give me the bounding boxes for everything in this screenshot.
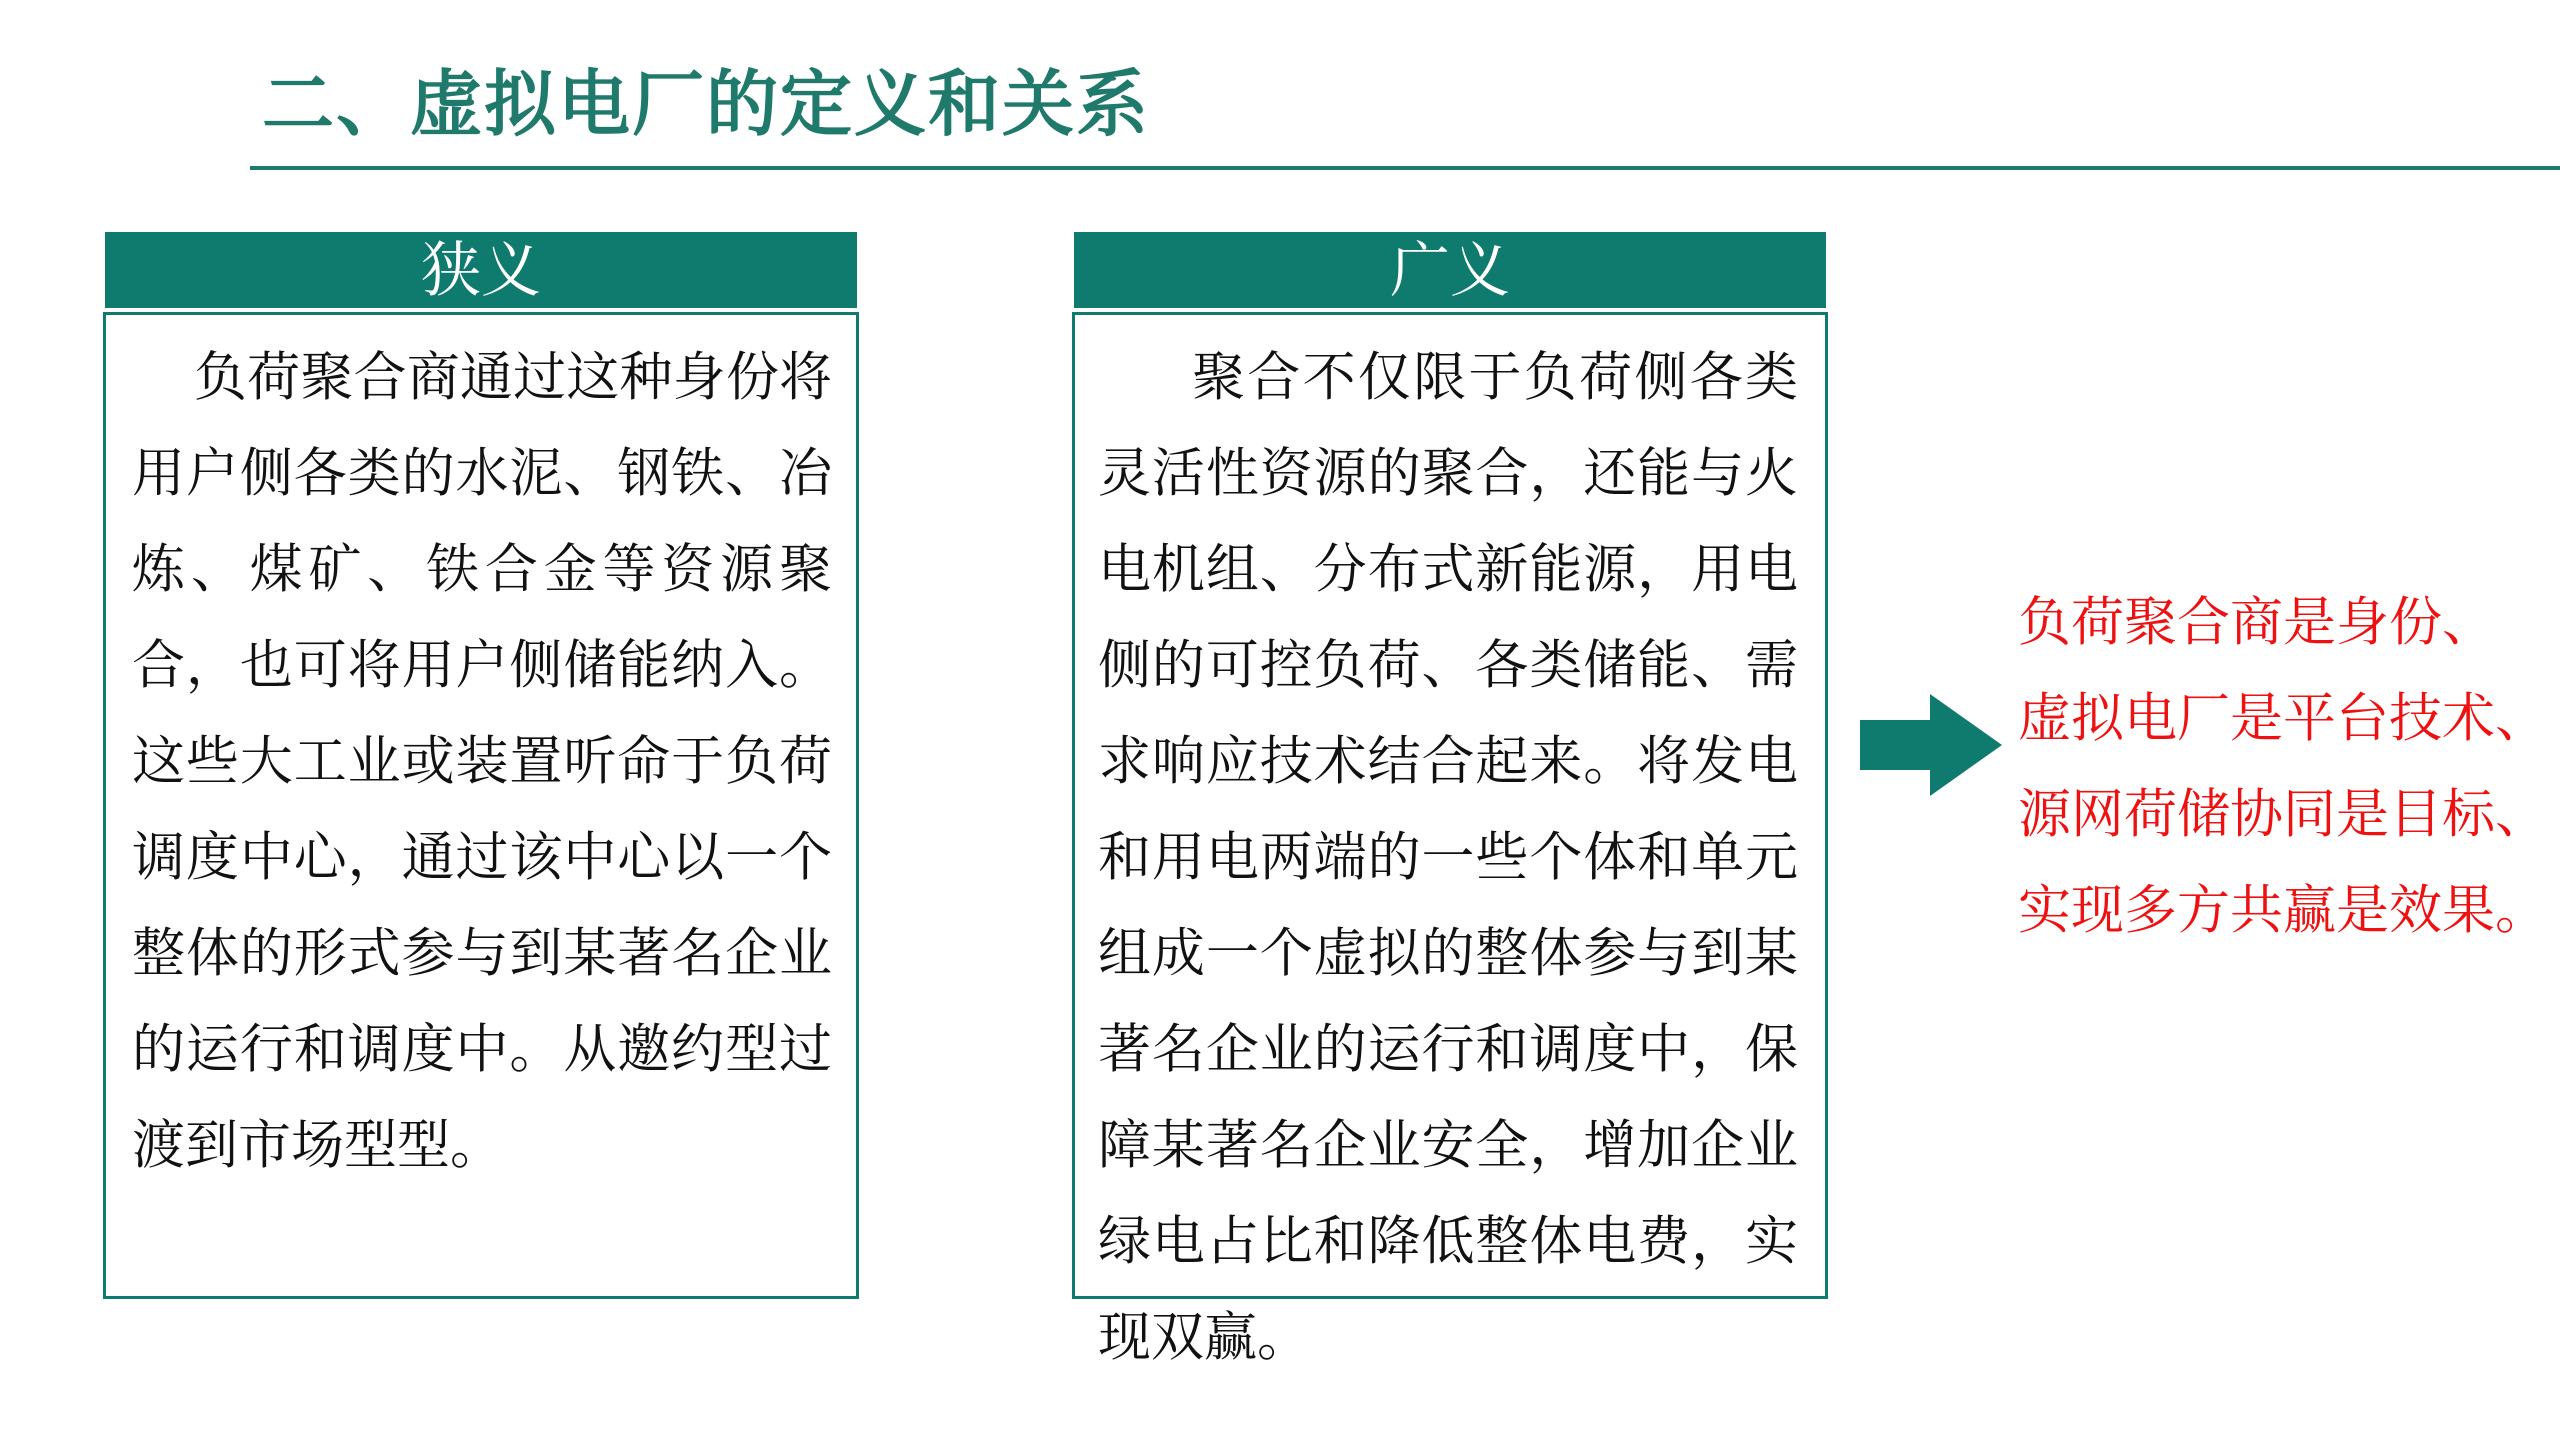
narrow-definition-text: 负荷聚合商通过这种身份将用户侧各类的水泥、钢铁、冶炼、煤矿、铁合金等资源聚合，也可将用户侧储能纳入。这些大工业或装置听命于负荷调度中心，通过该中心以一个整体的形式参与到某著名企业的运行和调度中。从邀约型过渡到市场型型。 xyxy=(132,347,832,1176)
conclusion-line: 实现多方共赢是效果。 xyxy=(2018,880,2548,941)
title-underline xyxy=(250,166,2560,170)
page-title: 二、虚拟电厂的定义和关系 xyxy=(262,62,1151,146)
broad-definition-header: 广义 xyxy=(1074,232,1826,308)
arrow-right-icon xyxy=(1860,694,2002,796)
narrow-definition-header: 狭义 xyxy=(105,232,857,308)
conclusion-line: 虚拟电厂是平台技术、 xyxy=(2018,688,2548,749)
broad-definition-text: 聚合不仅限于负荷侧各类灵活性资源的聚合，还能与火电机组、分布式新能源，用电侧的可控负荷、各类储能、需求响应技术结合起来。将发电和用电两端的一些个体和单元组成一个虚拟的整体参与到某著名企业的运行和调度中，保障某著名企业安全，增加企业绿电占比和降低整体电费，实现双赢。 xyxy=(1098,347,1798,1368)
conclusion-line: 源网荷储协同是目标、 xyxy=(2018,784,2548,845)
conclusion-text xyxy=(2018,575,2558,959)
conclusion-line: 负荷聚合商是身份、 xyxy=(2018,592,2495,653)
